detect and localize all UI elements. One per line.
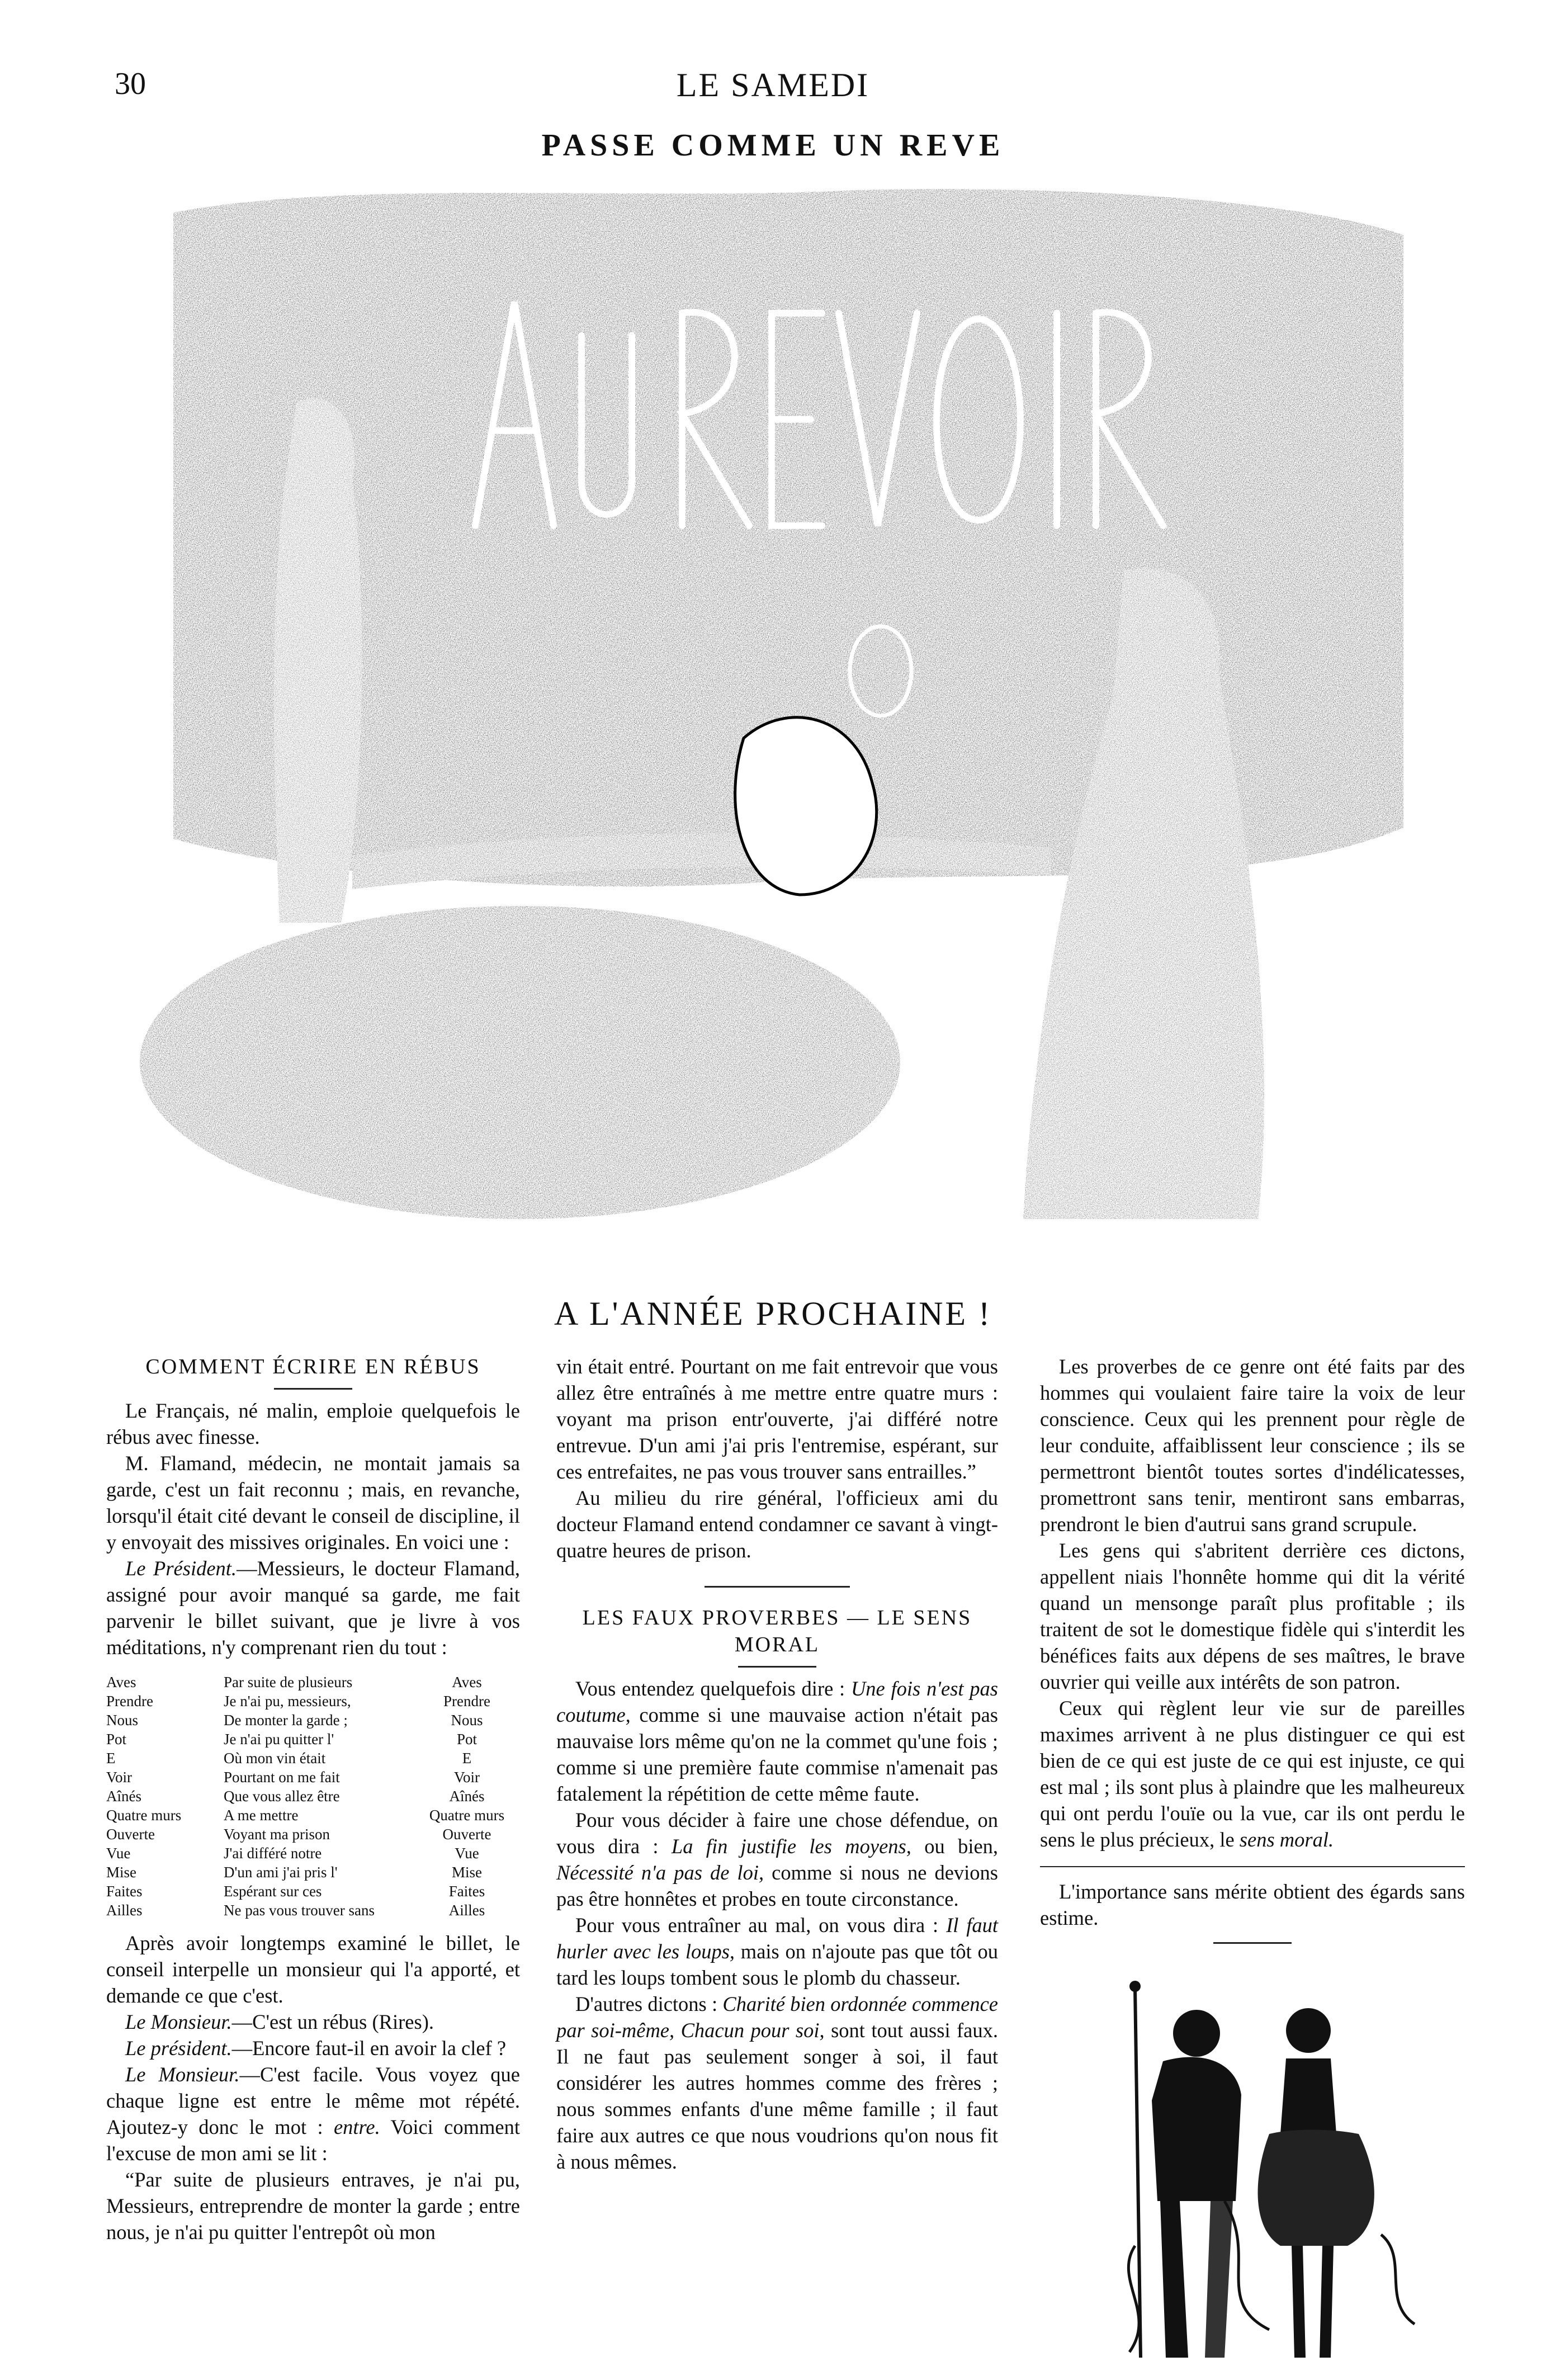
rebus-word: Voir bbox=[106, 1769, 133, 1786]
divider bbox=[274, 1388, 352, 1390]
rebus-word: Faites bbox=[448, 1883, 485, 1900]
paragraph: “Par suite de plusieurs entraves, je n'ai pu, Messieurs, entreprendre de monter la garde ; entre nous, je n'ai pu quitter l'entrepôt où mon bbox=[106, 2168, 520, 2244]
rebus-phrase: Espérant sur ces bbox=[224, 1883, 322, 1900]
rebus-phrase: Ne pas vous trouver sans bbox=[224, 1902, 375, 1919]
paragraph: Le Monsieur.—C'est un rébus (Rires). bbox=[125, 2010, 434, 2033]
rebus-phrase: Pourtant on me fait bbox=[224, 1769, 340, 1786]
paragraph: Les gens qui s'abritent derrière ces dictons, appellent niais l'honnête homme qui dit la vérité quand un mensonge paraît plus profitable ; ils traitent de sot le domestique fidèle qui s'interdit les bénéfices faits aux dépens de ses maîtres, le brave ouvrier qui veille aux intérêts de son patron. bbox=[1040, 1539, 1465, 1693]
rebus-word: Ouverte bbox=[442, 1826, 491, 1843]
paragraph: Au milieu du rire général, l'officieux ami du docteur Flamand entend condamner ce savant à vingt-quatre heures de prison. bbox=[556, 1486, 998, 1562]
rebus-word: Quatre murs bbox=[106, 1807, 182, 1824]
paragraph: Les proverbes de ce genre ont été faits par des hommes qui voulaient faire taire la voix de leur conscience. Ceux qui les prennent pour règle de leur conduite, affaiblissent leur conscience ; ils se permettront bientôt toutes sortes d'indélicatesses, promettront sans tenir, mentiront sans embarras, prendront le bien d'autrui sans grand scrupule. bbox=[1040, 1355, 1465, 1536]
paragraph: Ceux qui règlent leur vie sur de pareilles maximes arrivent à ne plus distinguer ce qui est bien de ce qui est juste de ce qui est injuste, ce qui est mal ; ils sont plus à plaindre que les malheureux qui ont perdu l'ouïe ou la vue, car ils ont perdu le sens le plus précieux, le sens moral. bbox=[1040, 1697, 1465, 1851]
rebus-word: Prendre bbox=[106, 1693, 153, 1710]
rebus-phrase: De monter la garde ; bbox=[224, 1712, 348, 1729]
paragraph: D'autres dictons : Charité bien ordonnée commence par soi-même, Chacun pour soi, sont tout aussi faux. Il ne faut pas seulement songer à soi, il faut considérer les autres hommes comme des frères ; nous sommes enfants d'une même famille ; il faut faire aux autres ce que nous voudrions qu'on nous fit à nous mêmes. bbox=[556, 1992, 999, 2173]
paragraph: Le Président.—Messieurs, le docteur Flamand, assigné pour avoir manqué sa garde, me fait parvenir le billet suivant, que je livre à vos méditations, n'y comprenant rien du tout : bbox=[106, 1557, 520, 1659]
paragraph: Après avoir longtemps examiné le billet, le conseil interpelle un monsieur qui l'a apporté, et demande ce que c'est. bbox=[106, 1932, 520, 2007]
rebus-phrase: Par suite de plusieurs bbox=[224, 1674, 353, 1690]
rebus-word: Aînés bbox=[106, 1788, 141, 1805]
rebus-word: Ailles bbox=[106, 1902, 143, 1919]
paragraph: Le président.—Encore faut-il en avoir la clef ? bbox=[125, 2037, 507, 2060]
article-title: LES FAUX PROVERBES — LE SENS MORAL bbox=[582, 1606, 972, 1656]
rebus-word: Aînés bbox=[449, 1788, 485, 1805]
bordered-clearing bbox=[129, 1230, 1415, 1286]
rebus-word: E bbox=[462, 1750, 472, 1767]
rebus-word: Vue bbox=[455, 1845, 479, 1862]
rebus-word: Nous bbox=[451, 1712, 483, 1729]
paragraph: Le Français, né malin, emploie quelquefois le rébus avec finesse. bbox=[106, 1399, 520, 1448]
lady-figure bbox=[1258, 2008, 1374, 2358]
column-rebus bbox=[106, 1353, 520, 2245]
rebus-word: Prendre bbox=[443, 1693, 490, 1710]
rebus-word: Aves bbox=[106, 1674, 136, 1690]
rebus-word: Vue bbox=[106, 1845, 131, 1862]
rebus-phrase: Voyant ma prison bbox=[224, 1826, 330, 1843]
rebus-phrase: Que vous allez être bbox=[224, 1788, 340, 1805]
paragraph: vin était entré. Pourtant on me fait entrevoir que vous allez être entraînés à me mettre entre quatre murs : voyant ma prison entr'ouverte, j'ai différé notre entrevue. D'un ami j'ai pris l'entremise, espérant, sur ces entrefaites, ne pas vous trouver sans entrailles.” bbox=[556, 1355, 998, 1483]
rebus-word: Nous bbox=[106, 1712, 139, 1729]
maxim: L'importance sans mérite obtient des égards sans estime. bbox=[1040, 1880, 1465, 1929]
rebus-phrase: D'un ami j'ai pris l' bbox=[224, 1864, 338, 1881]
paragraph: Pour vous décider à faire une chose défendue, on vous dira : La fin justifie les moyens, ou bien, Nécessité n'a pas de loi, comme si nous ne devions pas être honnêtes et probes en toute circonstance. bbox=[556, 1808, 999, 1910]
rebus-word: Voir bbox=[453, 1769, 480, 1786]
pond bbox=[140, 906, 900, 1219]
rebus-word: Aves bbox=[452, 1674, 482, 1690]
rebus-word: Mise bbox=[452, 1864, 482, 1881]
illustration-caption: PASSE COMME UN REVE bbox=[541, 128, 1005, 163]
paragraph: Pour vous entraîner au mal, on vous dira : Il faut hurler avec les loups, mais on n'ajoute pas que tôt ou tard les loups tombent sous le plomb du chasseur. bbox=[556, 1914, 999, 1989]
rebus-word: Ouverte bbox=[106, 1826, 155, 1843]
rebus-word: Pot bbox=[456, 1731, 477, 1748]
rebus-table bbox=[106, 1673, 520, 1920]
rebus-word: Ailles bbox=[448, 1902, 485, 1919]
divider bbox=[705, 1586, 850, 1588]
page-number: 30 bbox=[115, 67, 146, 101]
journal-title: LE SAMEDI bbox=[676, 67, 870, 103]
rebus-word: Quatre murs bbox=[429, 1807, 505, 1824]
divider bbox=[1213, 1942, 1292, 1944]
divider bbox=[738, 1666, 816, 1668]
paragraph: M. Flamand, médecin, ne montait jamais sa garde, c'est un fait reconnu ; mais, en revanche, lorsqu'il était cité devant le conseil de discipline, il y envoyait des missives originales. En voici une : bbox=[106, 1452, 520, 1553]
rebus-phrase: A me mettre bbox=[224, 1807, 299, 1824]
rebus-word: E bbox=[106, 1750, 116, 1767]
engraving-scene bbox=[129, 168, 1415, 1286]
column-proverbes bbox=[556, 1353, 998, 2175]
rebus-word: Mise bbox=[106, 1864, 136, 1881]
rebus-phrase: Où mon vin était bbox=[224, 1750, 326, 1767]
article-title: COMMENT ÉCRIRE EN RÉBUS bbox=[145, 1355, 481, 1378]
divider bbox=[1040, 1866, 1465, 1867]
rebus-phrase: Je n'ai pu quitter l' bbox=[224, 1731, 334, 1748]
rebus-phrase: Je n'ai pu, messieurs, bbox=[224, 1693, 351, 1710]
rebus-word: Pot bbox=[106, 1731, 127, 1748]
rebus-word: Faites bbox=[106, 1883, 143, 1900]
nymph-figure bbox=[274, 398, 362, 923]
paragraph: Vous entendez quelquefois dire : Une fois n'est pas coutume, comme si une mauvaise action n'était pas mauvaise lors même qu'on ne la commet qu'une fois ; comme si une première faute commise n'amenait pas fatalement la répétition de cette même faute. bbox=[556, 1677, 999, 1805]
jester-figure bbox=[1152, 2010, 1241, 2358]
couple-vignette bbox=[1068, 1966, 1437, 2380]
paragraph: Le Monsieur.—C'est facile. Vous voyez que chaque ligne est entre le même mot répété. Ajoutez-y donc le mot : entre. Voici comment l'excuse de mon ami se lit : bbox=[106, 2063, 521, 2165]
column-sens-moral bbox=[1040, 1353, 1465, 2380]
engraving-illustration bbox=[129, 168, 1415, 1286]
section-title: A L'ANNÉE PROCHAINE ! bbox=[554, 1295, 992, 1332]
rebus-phrase: J'ai différé notre bbox=[224, 1845, 322, 1862]
